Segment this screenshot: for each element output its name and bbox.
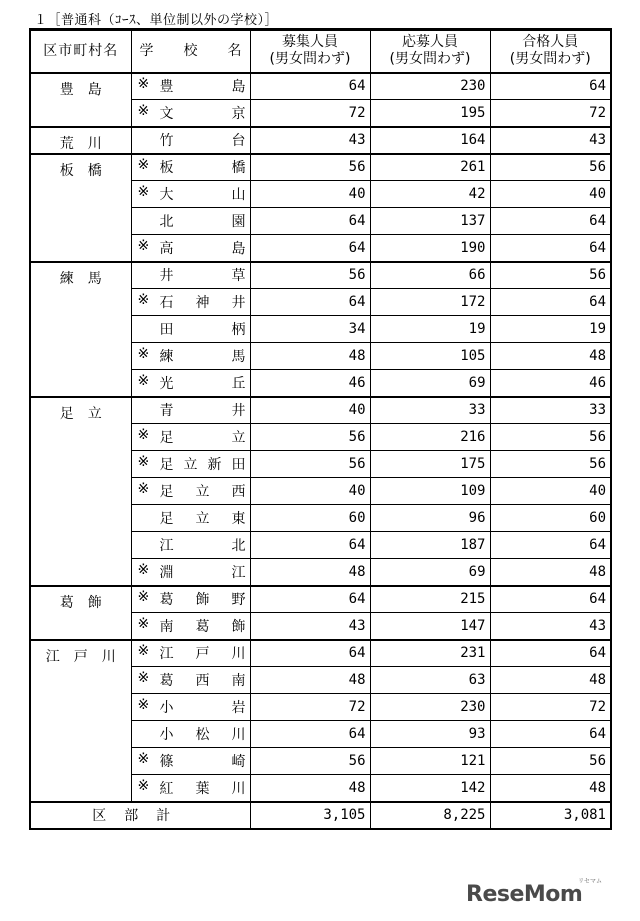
passed-cell: 56 [490, 451, 610, 478]
header-applicants-line2: (男女問わず) [389, 51, 471, 68]
table-row [31, 397, 610, 424]
passed-cell: 33 [490, 397, 610, 424]
school-name-char: 練 [159, 349, 174, 365]
logo-kana: リセマム [578, 878, 602, 885]
ward-cell [31, 640, 131, 802]
passed-cell: 40 [490, 478, 610, 505]
admissions-table-frame [29, 28, 612, 830]
school-name-char: 園 [231, 214, 246, 230]
header-recruit-line2: (男女問わず) [269, 51, 351, 68]
passed-cell: 72 [490, 694, 610, 721]
school-name-char: 葛 [159, 673, 174, 689]
passed-cell: 64 [490, 208, 610, 235]
applicants-cell: 42 [370, 181, 490, 208]
school-cell [131, 559, 250, 586]
applicants-cell: 172 [370, 289, 490, 316]
applicants-cell: 230 [370, 73, 490, 100]
passed-cell: 56 [490, 748, 610, 775]
table-row [31, 640, 610, 667]
school-cell [131, 208, 250, 235]
total-applicants: 8,225 [370, 802, 490, 828]
recruit-cell: 48 [250, 667, 370, 694]
header-passed-line2: (男女問わず) [509, 51, 591, 68]
ward-name: 足立 [59, 405, 116, 422]
school-mark [138, 400, 160, 420]
ward-cell [31, 154, 131, 262]
recruit-cell: 64 [250, 208, 370, 235]
passed-cell: 40 [490, 181, 610, 208]
school-cell [131, 370, 250, 397]
header-school-char: 学 [139, 42, 154, 59]
school-name-char: 北 [159, 214, 174, 230]
school-name-char: 西 [231, 484, 246, 500]
applicants-cell: 261 [370, 154, 490, 181]
school-cell [131, 505, 250, 532]
school-mark: ※ [137, 184, 150, 200]
recruit-cell: 60 [250, 505, 370, 532]
applicants-cell: 147 [370, 613, 490, 640]
passed-cell: 56 [490, 262, 610, 289]
applicants-cell: 93 [370, 721, 490, 748]
passed-cell: 64 [490, 289, 610, 316]
applicants-cell: 63 [370, 667, 490, 694]
total-recruit: 3,105 [250, 802, 370, 828]
school-name-char: 井 [231, 295, 246, 311]
school-cell [131, 262, 250, 289]
recruit-cell: 56 [250, 262, 370, 289]
passed-cell: 48 [490, 559, 610, 586]
school-name-char: 山 [231, 187, 246, 203]
ward-name: 荒川 [59, 135, 116, 152]
header-passed [490, 31, 610, 73]
school-name-char: 台 [231, 133, 246, 149]
school-mark [138, 130, 160, 150]
applicants-cell: 231 [370, 640, 490, 667]
passed-cell: 64 [490, 586, 610, 613]
school-name-char: 石 [159, 295, 174, 311]
recruit-cell: 43 [250, 127, 370, 154]
ward-cell [31, 586, 131, 640]
school-name-char: 立 [195, 484, 210, 500]
passed-cell: 56 [490, 424, 610, 451]
header-ward [31, 31, 131, 73]
school-cell [131, 343, 250, 370]
applicants-cell: 216 [370, 424, 490, 451]
school-name-char: 紅 [159, 780, 174, 797]
school-name-char: 戸 [195, 646, 210, 663]
applicants-cell: 215 [370, 586, 490, 613]
school-cell [131, 235, 250, 262]
table-row [31, 73, 610, 100]
school-name-char: 立 [195, 511, 210, 527]
ward-cell [31, 262, 131, 397]
school-cell [131, 289, 250, 316]
table-row [31, 127, 610, 154]
school-name-char: 川 [231, 727, 246, 743]
school-name-char: 立 [231, 430, 246, 446]
passed-cell: 56 [490, 154, 610, 181]
header-row [31, 31, 610, 73]
applicants-cell: 195 [370, 100, 490, 127]
school-name-char: 竹 [159, 133, 174, 149]
recruit-cell: 64 [250, 640, 370, 667]
ward-name: 江戸川 [45, 648, 130, 665]
passed-cell: 72 [490, 100, 610, 127]
header-school [131, 31, 250, 73]
school-mark [138, 724, 160, 744]
passed-cell: 19 [490, 316, 610, 343]
school-cell [131, 424, 250, 451]
school-name-char: 光 [159, 375, 174, 392]
school-name-char: 青 [159, 403, 174, 420]
school-name-char: 足 [159, 511, 174, 527]
recruit-cell: 64 [250, 289, 370, 316]
school-name-char: 葉 [195, 780, 210, 797]
school-mark: ※ [137, 427, 150, 443]
school-cell [131, 640, 250, 667]
school-name-char: 足 [159, 430, 174, 446]
school-name-char: 東 [231, 511, 246, 527]
applicants-cell: 66 [370, 262, 490, 289]
school-cell [131, 613, 250, 640]
school-cell [131, 397, 250, 424]
passed-cell: 43 [490, 613, 610, 640]
recruit-cell: 56 [250, 424, 370, 451]
school-name-char: 小 [159, 700, 174, 716]
ward-name: 板橋 [59, 162, 116, 179]
admissions-table [31, 30, 610, 828]
ward-name: 練馬 [59, 270, 116, 287]
school-cell [131, 694, 250, 721]
recruit-cell: 48 [250, 343, 370, 370]
applicants-cell: 69 [370, 370, 490, 397]
total-passed: 3,081 [490, 802, 610, 828]
school-name-char: 柄 [231, 322, 246, 338]
school-name-char: 北 [231, 538, 246, 554]
total-row [31, 802, 610, 828]
table-row [31, 262, 610, 289]
school-name-char: 西 [195, 673, 210, 689]
school-mark: ※ [137, 751, 150, 767]
school-mark: ※ [137, 643, 150, 660]
school-name-char: 豊 [159, 79, 174, 96]
passed-cell: 48 [490, 775, 610, 802]
recruit-cell: 72 [250, 100, 370, 127]
school-cell [131, 181, 250, 208]
school-name-char: 小 [159, 727, 174, 743]
header-school-char: 校 [183, 42, 198, 59]
recruit-cell: 64 [250, 532, 370, 559]
applicants-cell: 96 [370, 505, 490, 532]
applicants-cell: 69 [370, 559, 490, 586]
passed-cell: 64 [490, 235, 610, 262]
school-name-char: 文 [159, 105, 174, 122]
recruit-cell: 34 [250, 316, 370, 343]
school-name-char: 橋 [231, 160, 246, 177]
recruit-cell: 64 [250, 721, 370, 748]
school-cell [131, 127, 250, 154]
school-name-char: 井 [159, 268, 174, 285]
school-cell [131, 73, 250, 100]
applicants-cell: 142 [370, 775, 490, 802]
school-name-char: 岩 [231, 700, 246, 716]
school-cell [131, 532, 250, 559]
school-name-char: 江 [159, 646, 174, 663]
applicants-cell: 105 [370, 343, 490, 370]
school-name-char: 江 [159, 538, 174, 554]
school-name-char: 江 [231, 564, 246, 581]
school-cell [131, 478, 250, 505]
school-mark: ※ [137, 561, 150, 578]
school-mark [138, 319, 160, 339]
school-name-char: 川 [231, 646, 246, 663]
school-name-char: 南 [159, 618, 174, 635]
school-mark [138, 535, 160, 555]
school-mark: ※ [137, 615, 150, 632]
school-cell [131, 586, 250, 613]
school-name-char: 葛 [159, 592, 174, 609]
school-name-char: 南 [231, 673, 246, 689]
school-name-char: 立 [183, 457, 198, 473]
recruit-cell: 40 [250, 397, 370, 424]
recruit-cell: 56 [250, 154, 370, 181]
school-cell [131, 451, 250, 478]
recruit-cell: 40 [250, 478, 370, 505]
school-name-char: 田 [231, 457, 246, 473]
resemom-logo [466, 878, 616, 910]
school-name-char: 島 [231, 240, 246, 257]
recruit-cell: 46 [250, 370, 370, 397]
school-mark: ※ [137, 237, 150, 254]
applicants-cell: 190 [370, 235, 490, 262]
school-mark: ※ [137, 454, 150, 470]
school-name-char: 丘 [231, 375, 246, 392]
ward-cell [31, 127, 131, 154]
school-name-char: 飾 [231, 618, 246, 635]
passed-cell: 48 [490, 343, 610, 370]
school-name-char: 松 [195, 727, 210, 743]
school-name-char: 足 [159, 484, 174, 500]
header-passed-line1: 合格人員 [522, 34, 579, 51]
recruit-cell: 64 [250, 235, 370, 262]
school-cell [131, 316, 250, 343]
table-body [31, 73, 610, 802]
school-cell [131, 748, 250, 775]
school-mark: ※ [137, 157, 150, 174]
school-name-char: 淵 [159, 564, 174, 581]
passed-cell: 46 [490, 370, 610, 397]
school-name-char: 篠 [159, 754, 174, 770]
school-mark [138, 211, 160, 231]
school-name-char: 島 [231, 79, 246, 96]
recruit-cell: 48 [250, 559, 370, 586]
school-mark: ※ [137, 292, 150, 308]
applicants-cell: 33 [370, 397, 490, 424]
table-title: １［普通科（ｺｰｽ、単位制以外の学校）］ [34, 13, 279, 28]
school-name-char: 野 [231, 592, 246, 609]
recruit-cell: 43 [250, 613, 370, 640]
applicants-cell: 19 [370, 316, 490, 343]
school-name-char: 田 [159, 322, 174, 338]
school-mark: ※ [137, 102, 150, 119]
school-name-char: 崎 [231, 754, 246, 770]
school-name-char: 板 [159, 160, 174, 177]
school-name-char: 大 [159, 187, 174, 203]
school-mark: ※ [137, 481, 150, 497]
school-mark [138, 265, 160, 285]
passed-cell: 48 [490, 667, 610, 694]
passed-cell: 64 [490, 640, 610, 667]
school-name-char: 高 [159, 240, 174, 257]
school-cell [131, 775, 250, 802]
school-cell [131, 667, 250, 694]
header-applicants [370, 31, 490, 73]
recruit-cell: 64 [250, 73, 370, 100]
applicants-cell: 187 [370, 532, 490, 559]
header-recruit [250, 31, 370, 73]
school-name-char: 神 [195, 295, 210, 311]
recruit-cell: 72 [250, 694, 370, 721]
school-mark: ※ [137, 76, 150, 93]
applicants-cell: 164 [370, 127, 490, 154]
school-name-char: 新 [207, 457, 222, 473]
applicants-cell: 121 [370, 748, 490, 775]
school-cell [131, 154, 250, 181]
recruit-cell: 56 [250, 451, 370, 478]
ward-name: 葛飾 [59, 594, 116, 611]
logo-text: ReseMom [466, 882, 583, 907]
applicants-cell: 137 [370, 208, 490, 235]
school-name-char: 足 [159, 457, 174, 473]
ward-name: 豊島 [59, 81, 116, 98]
school-cell [131, 100, 250, 127]
school-name-char: 川 [231, 780, 246, 797]
applicants-cell: 175 [370, 451, 490, 478]
table-row [31, 586, 610, 613]
school-name-char: 京 [231, 105, 246, 122]
recruit-cell: 64 [250, 586, 370, 613]
school-mark: ※ [137, 346, 150, 362]
school-name-char: 馬 [231, 349, 246, 365]
total-label: 区部計 [31, 802, 250, 828]
school-mark: ※ [137, 589, 150, 606]
passed-cell: 43 [490, 127, 610, 154]
passed-cell: 64 [490, 73, 610, 100]
header-ward-label: 区市町村名 [43, 42, 119, 59]
school-mark: ※ [137, 372, 150, 389]
applicants-cell: 109 [370, 478, 490, 505]
passed-cell: 64 [490, 532, 610, 559]
table-row [31, 154, 610, 181]
school-name-char: 草 [231, 268, 246, 285]
recruit-cell: 40 [250, 181, 370, 208]
school-name-char: 井 [231, 403, 246, 420]
school-mark: ※ [137, 670, 150, 686]
school-mark: ※ [137, 697, 150, 713]
school-name-char: 飾 [195, 592, 210, 609]
school-cell [131, 721, 250, 748]
passed-cell: 60 [490, 505, 610, 532]
school-name-char: 葛 [195, 618, 210, 635]
applicants-cell: 230 [370, 694, 490, 721]
header-school-char: 名 [227, 42, 242, 59]
header-applicants-line1: 応募人員 [402, 34, 458, 51]
school-mark [138, 508, 160, 528]
recruit-cell: 56 [250, 748, 370, 775]
school-mark: ※ [137, 777, 150, 794]
header-recruit-line1: 募集人員 [282, 34, 338, 51]
passed-cell: 64 [490, 721, 610, 748]
recruit-cell: 48 [250, 775, 370, 802]
ward-cell [31, 73, 131, 127]
ward-cell [31, 397, 131, 586]
